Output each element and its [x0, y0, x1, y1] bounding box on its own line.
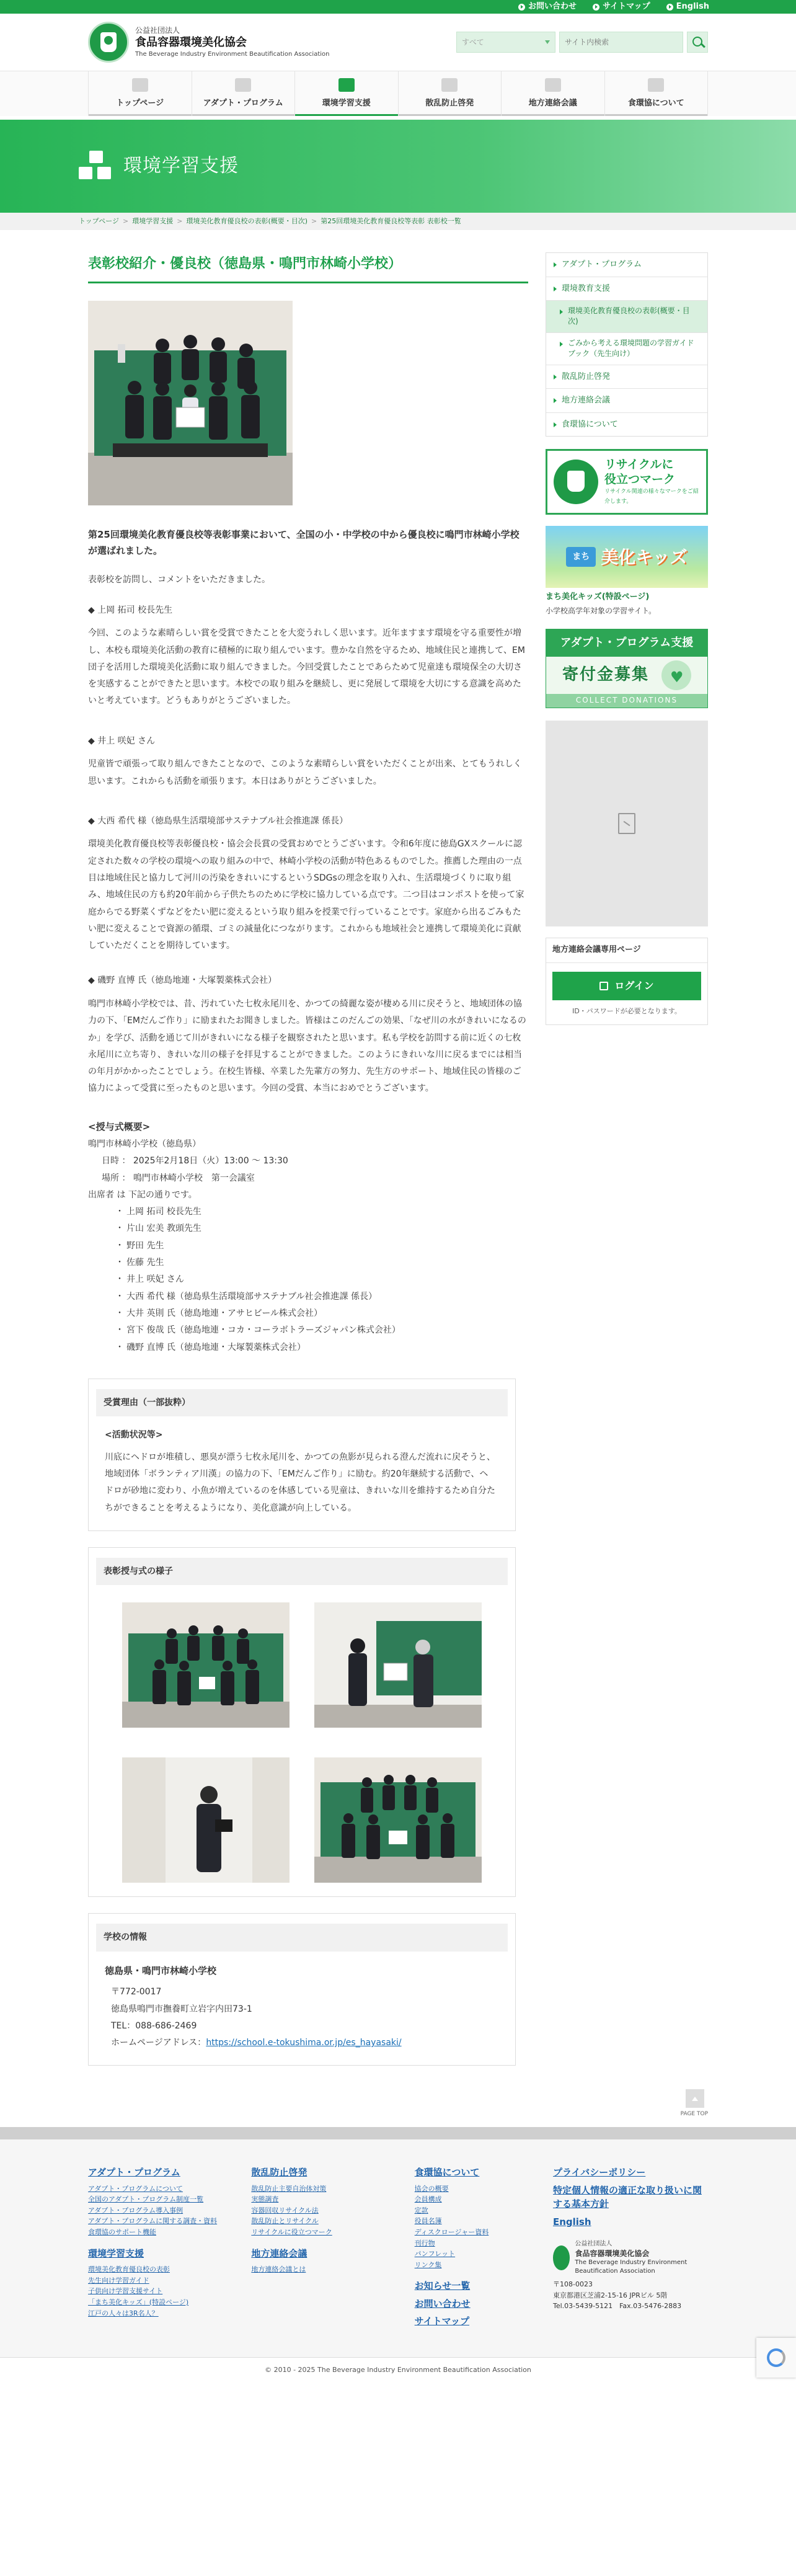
page-top-label: PAGE TOP: [680, 2111, 708, 2118]
footer-link[interactable]: アダプト・プログラム導入事例: [88, 2206, 184, 2214]
sidebar: [546, 252, 708, 2066]
footer-link[interactable]: 江戸の人々は3R名人？: [88, 2309, 159, 2317]
homepage-label: ホームページアドレス：: [111, 2038, 206, 2048]
global-nav: [88, 71, 708, 116]
breadcrumb: [79, 213, 717, 230]
sidebar-item-label: アダプト・プログラム: [562, 260, 642, 269]
org-type: 公益社団法人: [135, 26, 180, 35]
chevron-right-icon: >: [177, 217, 183, 225]
heart-hand-icon: [661, 660, 691, 690]
school-tel: TEL：088-686-2469: [111, 2020, 197, 2031]
photo-grid: [96, 1596, 508, 1883]
footer-link[interactable]: リンク集: [414, 2260, 442, 2269]
recycle-title-2: 役立つマーク: [604, 473, 676, 487]
recycle-banner-text: [604, 457, 700, 507]
footer-link[interactable]: 実態調査: [251, 2195, 279, 2204]
donation-banner[interactable]: [546, 629, 708, 708]
footer-link[interactable]: 会員構成: [414, 2195, 442, 2204]
footer-heading-link[interactable]: 環境学習支援: [88, 2247, 144, 2259]
brand-logo-link[interactable]: [88, 22, 330, 63]
ceremony-heading: <授与式概要>: [88, 1121, 151, 1132]
nav-label: トップページ: [116, 99, 164, 109]
content-container: [88, 252, 708, 2066]
footer-heading-link[interactable]: お知らせ一覧: [414, 2280, 471, 2292]
speaker-name: ◆ 大西 希代 様（徳島県生活環境部サステナブル社会推進課 係長）: [88, 815, 348, 826]
nav-label: 地方連絡会議: [528, 99, 577, 109]
copyright: © 2010 - 2025 The Beverage Industry Environment Beautification Association: [0, 2357, 796, 2384]
page-title: 表彰校紹介・優良校（徳島県・鳴門市林崎小学校）: [88, 252, 528, 283]
footer-link[interactable]: 環境美化教育優良校の表彰: [88, 2265, 170, 2274]
footer-tel: Tel.03-5439-5121 Fax.03-5476-2883: [552, 2302, 682, 2311]
footer-org: [553, 2240, 708, 2275]
list-item: ・ 佐藤 先生: [115, 1255, 528, 1271]
footer-heading-link[interactable]: 地方連絡会議: [251, 2247, 307, 2259]
school-postal: 〒772-0017: [111, 1987, 162, 1997]
ceremony-photo-group: [122, 1602, 290, 1728]
member-login-box: [546, 938, 708, 1025]
attendees-intro: 出席者 は 下記の通りです。: [88, 1189, 197, 1200]
article-lead: 第25回環境美化教育優良校等表彰事業において、全国の小・中学校の中から優良校に鳴門市林崎小学校が選ばれました。: [88, 528, 520, 556]
footer-heading-link[interactable]: 散乱防止啓発: [251, 2167, 307, 2178]
side-nav: [546, 252, 708, 437]
site-header: [88, 14, 708, 71]
footer-link[interactable]: パンフレット: [414, 2250, 456, 2258]
broken-image-icon: [618, 813, 635, 834]
footer-org-name: 食品容器環境美化協会: [575, 2249, 650, 2258]
donate-foot: COLLECT DONATIONS: [546, 694, 707, 708]
footer-column-about: [415, 2165, 533, 2332]
nav-about[interactable]: [604, 71, 709, 116]
nav-top[interactable]: [88, 71, 192, 116]
association-logo-icon: [553, 2245, 570, 2270]
breadcrumb-item[interactable]: 第25回環境美化教育優良校等表彰 表彰校一覧: [321, 217, 461, 225]
sidebar-item-label: 環境美化教育優良校の表彰(概要・目次): [568, 306, 690, 326]
triangle-right-icon: [554, 262, 557, 267]
kids-banner-image: [546, 526, 708, 588]
footer-link[interactable]: ディスクロージャー資料: [414, 2228, 489, 2237]
breadcrumb-item[interactable]: 環境美化教育優良校の表彰(概要・目次): [186, 217, 308, 225]
footer-heading-link[interactable]: アダプト・プログラム: [88, 2167, 180, 2178]
people-icon: [235, 78, 251, 92]
sidebar-item-label: 散乱防止啓発: [562, 371, 611, 381]
page-hero: [0, 120, 796, 213]
recycle-mark-banner[interactable]: [546, 449, 708, 515]
footer-link[interactable]: 役員名簿: [414, 2217, 442, 2226]
footer-link[interactable]: リサイクルに役立つマーク: [251, 2228, 332, 2237]
recycle-title-1: リサイクルに: [604, 457, 674, 471]
footer-link[interactable]: 定款: [414, 2206, 428, 2214]
arrow-circle-icon: [593, 4, 599, 11]
kids-title: 美化キッズ: [601, 546, 688, 567]
donate-title: アダプト・プログラム支援: [546, 629, 707, 657]
footer-column-policy: [553, 2165, 708, 2332]
attendee-list: [88, 1204, 528, 1356]
contact-link[interactable]: お問い合わせ: [518, 0, 577, 14]
sidebar-item-label: 環境教育支援: [562, 283, 611, 293]
arrow-circle-icon: [518, 4, 525, 11]
chevron-down-icon: [545, 40, 550, 44]
list-item: ・ 片山 宏美 教頭先生: [115, 1220, 528, 1237]
3r-icon: [441, 78, 458, 92]
speaker-comment: 児童皆で頑張って取り組んできたことなので、このような素晴らしい賞をいただくことが出来、とてもうれしく思います。これからも活動を頑張ります。本日はありがとうございました。: [88, 759, 522, 786]
kids-tag: まち: [566, 547, 596, 567]
nav-environment-learning[interactable]: [294, 71, 398, 116]
footer-link[interactable]: 散乱防止とリサイクル: [251, 2217, 319, 2226]
recaptcha-icon: [767, 2348, 785, 2367]
chevron-right-icon: >: [123, 217, 129, 225]
search-scope-select[interactable]: [456, 32, 555, 53]
speaker-comment: 鳴門市林崎小学校では、昔、汚れていた七枚永尾川を、かつての綺麗な姿が棲める川に戻そうと、地域団体の協力の下、「EMだんご作り」に励まれたお聞きしました。皆様はこのだんごの効果、「なぜ川の水がきれいになるのか」を学び、活動を通じて川がきれいになる様子を観察されたと思います。私も学校を訪問する前に近くの七枚永尾川に立ち寄り、きれいな川の様子を拝見することができました。このようにきれいな川に戻るまでには相当の年月がかかったことでしょう。在校生皆様、卒業した先輩方の努力、先生方のサポート、地域住民の皆様のご協力によって受賞に至ったものと思います。今回の受賞、本当におめでとうございます。: [88, 998, 526, 1094]
home-icon: [132, 78, 148, 92]
award-group-photo: [88, 301, 293, 505]
sidebar-item-about[interactable]: [546, 413, 707, 437]
footer-heading-link[interactable]: 食環協について: [414, 2167, 480, 2178]
blocks-icon: [79, 151, 113, 182]
page-top: [88, 2089, 708, 2120]
sidebar-item-label: 地方連絡会議: [562, 396, 611, 406]
footer-column-adopt: [88, 2165, 231, 2332]
sidebar-item-environment-education[interactable]: [546, 277, 707, 301]
ceremony-photo-presentation: [314, 1602, 482, 1728]
sidebar-subitem-award-schools[interactable]: [546, 301, 707, 333]
list-item: ・ 大西 希代 様（徳島県生活環境部サステナブル社会推進課 係長）: [115, 1289, 528, 1305]
footer-band: [0, 2127, 796, 2139]
homepage-link[interactable]: https://school.e-tokushima.or.jp/es_hayasaki/: [206, 2038, 402, 2048]
login-label: ログイン: [614, 979, 654, 992]
article-intro: 表彰校を訪問し、コメントをいただきました。: [88, 575, 270, 585]
award-reason-box: [88, 1379, 516, 1531]
association-logo-icon: [88, 22, 129, 63]
footer-link[interactable]: 「まち美化キッズ」(特設ページ): [88, 2298, 189, 2306]
kids-sub: 小学校高学年対象の学習サイト。: [546, 606, 657, 615]
utility-bar: [0, 0, 796, 14]
speaker-name: ◆ 井上 咲妃 さん: [88, 735, 156, 746]
arrow-circle-icon: [666, 4, 673, 11]
list-item: ・ 井上 咲妃 さん: [115, 1271, 528, 1288]
recycle-logo-icon: [554, 460, 598, 504]
footer-heading-link[interactable]: English: [552, 2216, 591, 2227]
footer-address-line: 東京都港区芝浦2-15-16 JPRビル 5階: [552, 2291, 668, 2299]
chevron-right-icon: >: [311, 217, 317, 225]
footer-link[interactable]: アダプト・プログラムに関する調査・資料: [88, 2217, 218, 2226]
map-icon: [545, 78, 561, 92]
search-input[interactable]: [559, 32, 683, 53]
nav-regional-council[interactable]: [501, 71, 604, 116]
nav-adopt-program[interactable]: [192, 71, 295, 116]
speaker-comment: 今回、このような素晴らしい賞を受賞できたことを大変うれしく思います。近年ますます環境を守る重要性が増し、本校も環境美化活動の教育に積極的に取り組んでいます。豊かな自然を守るため、地域住民と連携して、EM団子を活用した環境美化活動に取り組んできました。今回受賞したことであらためて児童達も環境保全の大切さを実感することができたと思います。本校での取り組みを継続し、更に発展して環境を大切にする意識を高めたいと考えています。どうもありがとうございました。: [88, 628, 525, 706]
ceremony-photo-speech: [122, 1757, 290, 1883]
list-item: ・ 磯野 直博 氏（徳島地連・大塚製薬株式会社）: [115, 1339, 528, 1356]
footer-link[interactable]: 全国のアダプト・プログラム制度一覧: [88, 2195, 204, 2204]
footer-heading-link[interactable]: お問い合わせ: [414, 2298, 471, 2309]
footer-org-en: The Beverage Industry Environment Beautification Association: [575, 2259, 688, 2275]
footer-heading-link[interactable]: プライバシーポリシー: [552, 2167, 646, 2178]
org-name-en: The Beverage Industry Environment Beautification Association: [135, 51, 330, 58]
global-nav-wrapper: [0, 71, 796, 116]
footer-link[interactable]: 子供向け学習支援サイト: [88, 2287, 163, 2296]
org-name: 食品容器環境美化協会: [135, 36, 247, 50]
school-homepage: [96, 2035, 508, 2051]
nav-label: 環境学習支援: [322, 99, 371, 109]
site-footer: [0, 2139, 796, 2357]
ceremony-school: 鳴門市林崎小学校（徳島県）: [88, 1139, 201, 1149]
sidebar-item-regional-council[interactable]: [546, 389, 707, 413]
footer-heading-link[interactable]: サイトマップ: [414, 2316, 470, 2327]
list-item: ・ 野田 先生: [115, 1238, 528, 1255]
footer-link[interactable]: 協会の概要: [414, 2184, 449, 2193]
footer-address: [553, 2279, 708, 2312]
box-title: 受賞理由（一部抜粋）: [96, 1389, 508, 1417]
sitemap-link[interactable]: サイトマップ: [593, 0, 650, 14]
blocks-icon: [338, 78, 355, 92]
bottle-icon: [648, 78, 664, 92]
login-button[interactable]: [552, 972, 701, 1000]
footer-link[interactable]: 地方連絡会議とは: [251, 2265, 306, 2274]
speaker-comment: 環境美化教育優良校等表彰優良校・協会会長賞の受賞おめでとうございます。令和6年度に徳島GXスクールに認定された数々の学校の環境への取り組みの中で、林崎小学校の活動が特色あるものでした。推薦した理由の一点目は地域住民と協力して河川の汚染をきれいにするというSDGsの理念を取り入れ、生活環境づくりに取り組み、地域住民の方も約20年前から子供たちのために学校に協力している点です。二つ目はコンポストを使って家庭からでる野菜くずなどをたい肥に変えるという取り組みを授業で行っていることです。家庭から出るごみもたい肥に変えることで資源の循環、ゴミの減量化につながります。これからも地域社会と連携して環境美化に貢献していただくことを期待しています。: [88, 839, 524, 951]
breadcrumb-bar: [0, 213, 796, 230]
nav-label: 散乱防止啓発: [425, 99, 474, 109]
box-text: 川底にヘドロが堆積し、悪臭が漂う七枚永尾川を、かつての魚影が見られる澄んだ流れに戻そうと、地域団体「ボランティア川漢」の協力の下、「EMだんご作り」に励む。約20年継続する活動で、ヘドロが砂地に変わり、小魚が増えているのを体感している児童は、きれいな川を維持するため自分たちができることを考えるようになり、美化意識が向上している。: [105, 1452, 495, 1513]
triangle-right-icon: [560, 309, 563, 314]
donate-big-text: 寄付金募集: [562, 665, 649, 685]
search-area: [456, 32, 708, 53]
nav-litter-prevention[interactable]: [398, 71, 502, 116]
list-item: ・ 大井 英則 氏（徳島地連・アサヒビール株式会社）: [115, 1305, 528, 1322]
member-note: ID・パスワードが必要となります。: [572, 1006, 681, 1015]
school-info-box: [88, 1913, 516, 2066]
triangle-right-icon: [554, 286, 557, 291]
ceremony-place: 場所 ： 鳴門市林崎小学校 第一会議室: [102, 1173, 255, 1183]
list-item: ・ 上岡 拓司 校長先生: [115, 1204, 528, 1220]
footer-column-litter: [251, 2165, 394, 2332]
page-top-button[interactable]: [686, 2089, 704, 2108]
ceremony-date: 日時 ： 2025年2月18日（火）13:00 ～ 13:30: [102, 1156, 288, 1166]
sidebar-item-litter-prevention[interactable]: [546, 365, 707, 389]
footer-link[interactable]: 散乱防止主要自治体対策: [251, 2184, 327, 2193]
kids-caption[interactable]: まち美化キッズ(特設ページ): [546, 592, 650, 602]
footer-link[interactable]: 先生向け学習ガイド: [88, 2276, 149, 2285]
footer-link[interactable]: 食環協のサポート機能: [88, 2228, 156, 2237]
nav-label: アダプト・プログラム: [203, 99, 283, 109]
sidebar-item-label: ごみから考える環境問題の学習ガイドブック（先生向け）: [568, 338, 694, 358]
recaptcha-badge[interactable]: [756, 2338, 796, 2378]
donate-body: [546, 657, 707, 694]
triangle-right-icon: [554, 375, 557, 380]
footer-org-text: [575, 2240, 708, 2275]
ceremony-photo-group-seated: [314, 1757, 482, 1883]
ceremony-photos-box: [88, 1547, 516, 1898]
recycle-sub: リサイクル関連の様々なマークをご紹介します。: [604, 489, 699, 505]
school-address: 徳島県鳴門市撫養町立岩字内田73-1: [111, 2004, 252, 2014]
footer-link[interactable]: 刊行物: [414, 2239, 435, 2247]
footer-link[interactable]: 容器回収リサイクル法: [251, 2206, 319, 2214]
hero-title: 環境学習支援: [123, 154, 239, 177]
school-name: 徳島県・鳴門市林崎小学校: [105, 1965, 217, 1976]
footer-postal: 〒108-0023: [552, 2280, 593, 2289]
sidebar-item-label: 食環協について: [562, 419, 618, 429]
footer-link[interactable]: アダプト・プログラムについて: [88, 2184, 183, 2193]
triangle-right-icon: [560, 342, 563, 347]
member-title: 地方連絡会議専用ページ: [546, 938, 707, 963]
sidebar-subitem-guidebook[interactable]: [546, 333, 707, 365]
speaker-name: ◆ 上岡 拓司 校長先生: [88, 605, 173, 615]
image-placeholder: [546, 721, 708, 926]
english-link[interactable]: English: [666, 0, 709, 14]
footer-org-type: 公益社団法人: [575, 2241, 612, 2248]
login-icon: [599, 982, 608, 990]
triangle-right-icon: [554, 422, 557, 427]
box-subtitle: <活動状況等>: [105, 1430, 163, 1441]
triangle-right-icon: [554, 398, 557, 403]
breadcrumb-item[interactable]: 環境学習支援: [132, 217, 174, 225]
search-scope-value: すべて: [462, 37, 484, 47]
main-content: [88, 252, 528, 2066]
breadcrumb-item[interactable]: トップページ: [79, 217, 120, 225]
box-title: 表彰授与式の様子: [96, 1558, 508, 1586]
kids-banner[interactable]: [546, 526, 708, 618]
brand-text: [135, 25, 330, 59]
list-item: ・ 宮下 俊哉 氏（徳島地連・コカ・コーラボトラーズジャパン株式会社）: [115, 1322, 528, 1339]
box-title: 学校の情報: [96, 1924, 508, 1952]
sidebar-item-adopt-program[interactable]: [546, 253, 707, 277]
nav-label: 食環協について: [627, 99, 684, 109]
speaker-name: ◆ 磯野 直博 氏（徳島地連・大塚製薬株式会社）: [88, 975, 277, 986]
footer-heading-link[interactable]: 特定個人情報の適正な取り扱いに関する基本方針: [552, 2184, 702, 2210]
search-button[interactable]: [687, 32, 708, 53]
